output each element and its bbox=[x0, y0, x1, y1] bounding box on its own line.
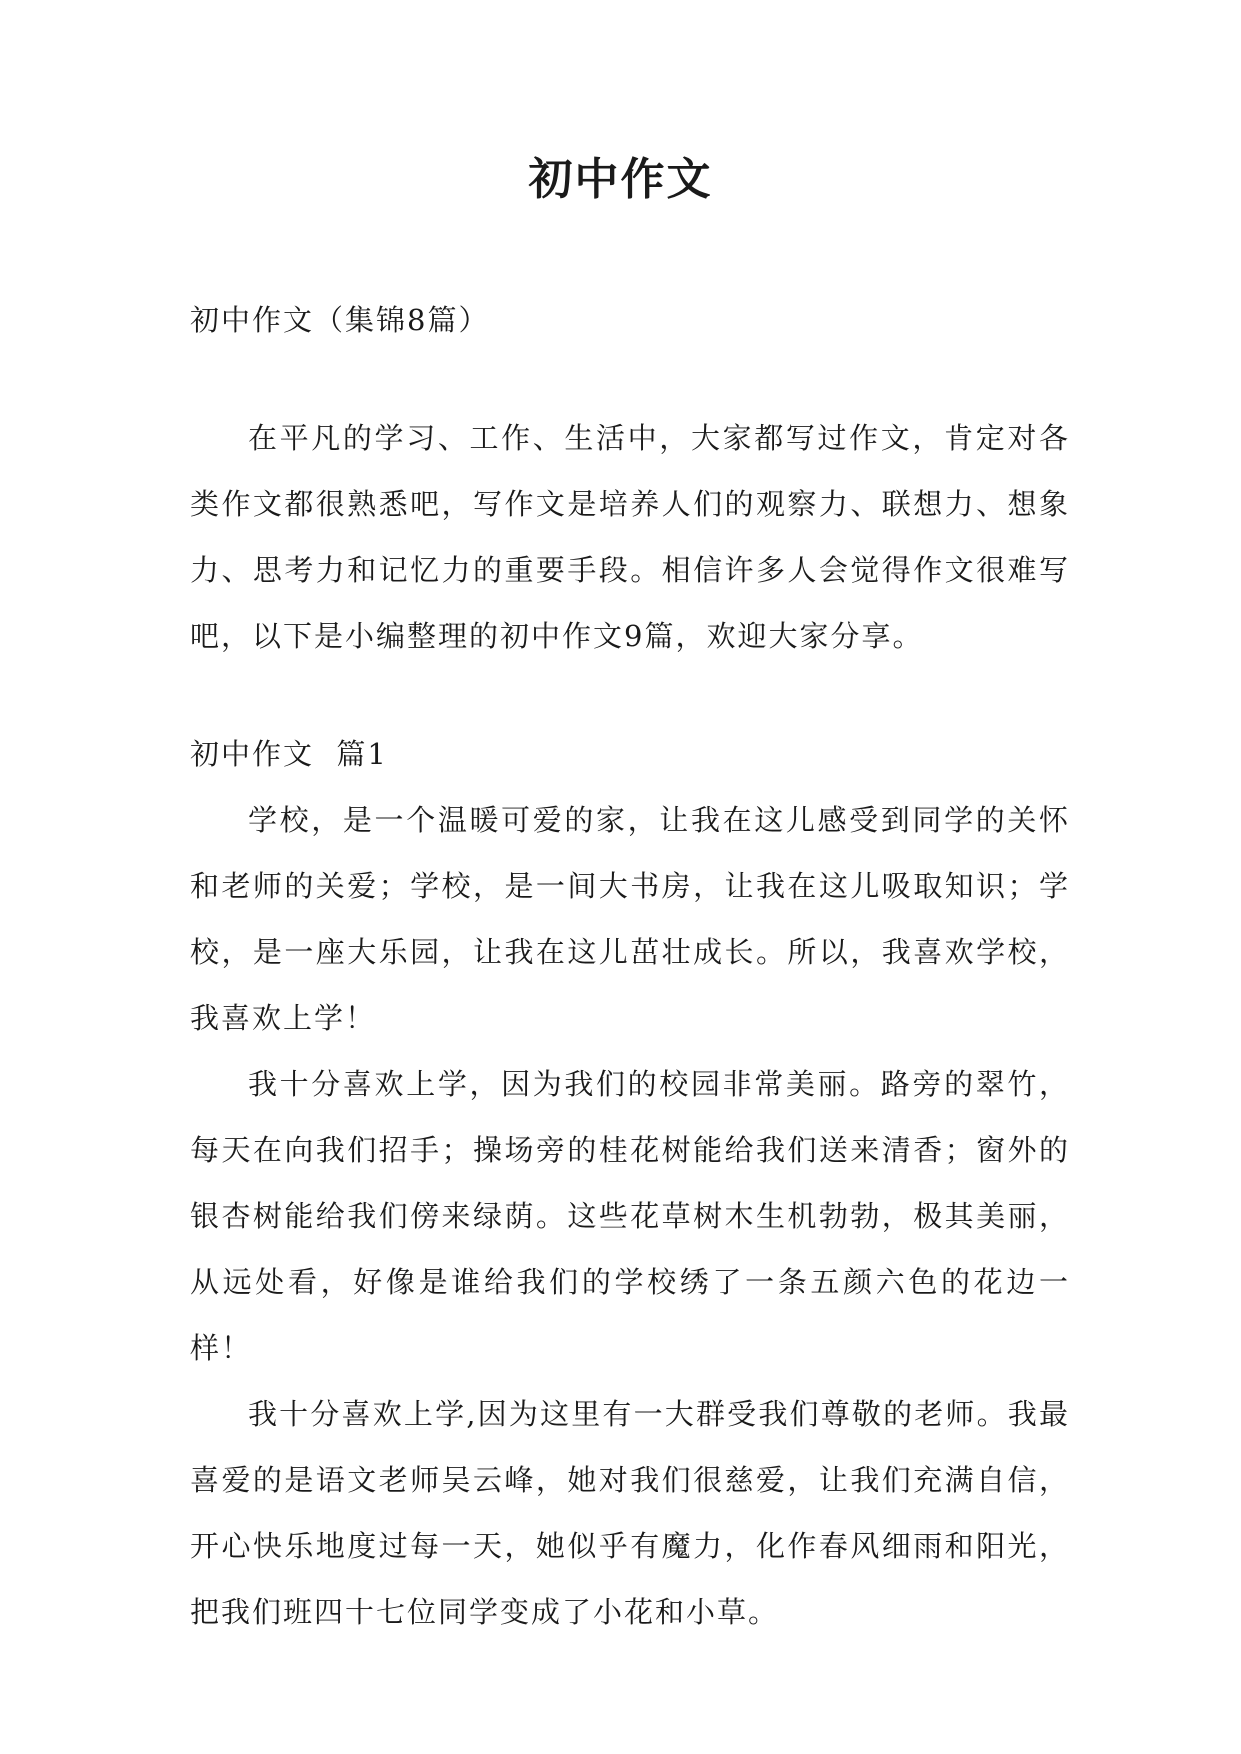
section-heading: 初中作文 篇1 bbox=[190, 737, 388, 771]
body-paragraph: 学校，是一个温暖可爱的家，让我在这儿感受到同学的关怀和老师的关爱；学校，是一间大书房，让我在这儿吸取知识；学校，是一座大乐园，让我在这儿茁壮成长。所以，我喜欢学校，我喜欢上学！ bbox=[190, 803, 1070, 1035]
document-title: 初中作文 bbox=[528, 154, 713, 205]
essay-section-1 bbox=[190, 721, 1070, 1645]
spacer bbox=[190, 353, 1070, 405]
spacer bbox=[190, 669, 1070, 721]
body-paragraph: 我十分喜欢上学，因为我们的校园非常美丽。路旁的翠竹，每天在向我们招手；操场旁的桂花树能给我们送来清香；窗外的银杏树能给我们傍来绿荫。这些花草树木生机勃勃，极其美丽，从远处看，好像是谁给我们的学校绣了一条五颜六色的花边一样！ bbox=[190, 1067, 1070, 1365]
document-body bbox=[190, 287, 1070, 1645]
document-subtitle: 初中作文（集锦8篇） bbox=[190, 303, 490, 337]
intro-paragraph: 在平凡的学习、工作、生活中，大家都写过作文，肯定对各类作文都很熟悉吧，写作文是培养人们的观察力、联想力、想象力、思考力和记忆力的重要手段。相信许多人会觉得作文很难写吧，以下是小编整理的初中作文9篇，欢迎大家分享。 bbox=[190, 421, 1070, 653]
body-paragraph: 我十分喜欢上学,因为这里有一大群受我们尊敬的老师。我最喜爱的是语文老师吴云峰，她对我们很慈爱，让我们充满自信，开心快乐地度过每一天，她似乎有魔力，化作春风细雨和阳光，把我们班四十七位同学变成了小花和小草。 bbox=[190, 1397, 1070, 1629]
